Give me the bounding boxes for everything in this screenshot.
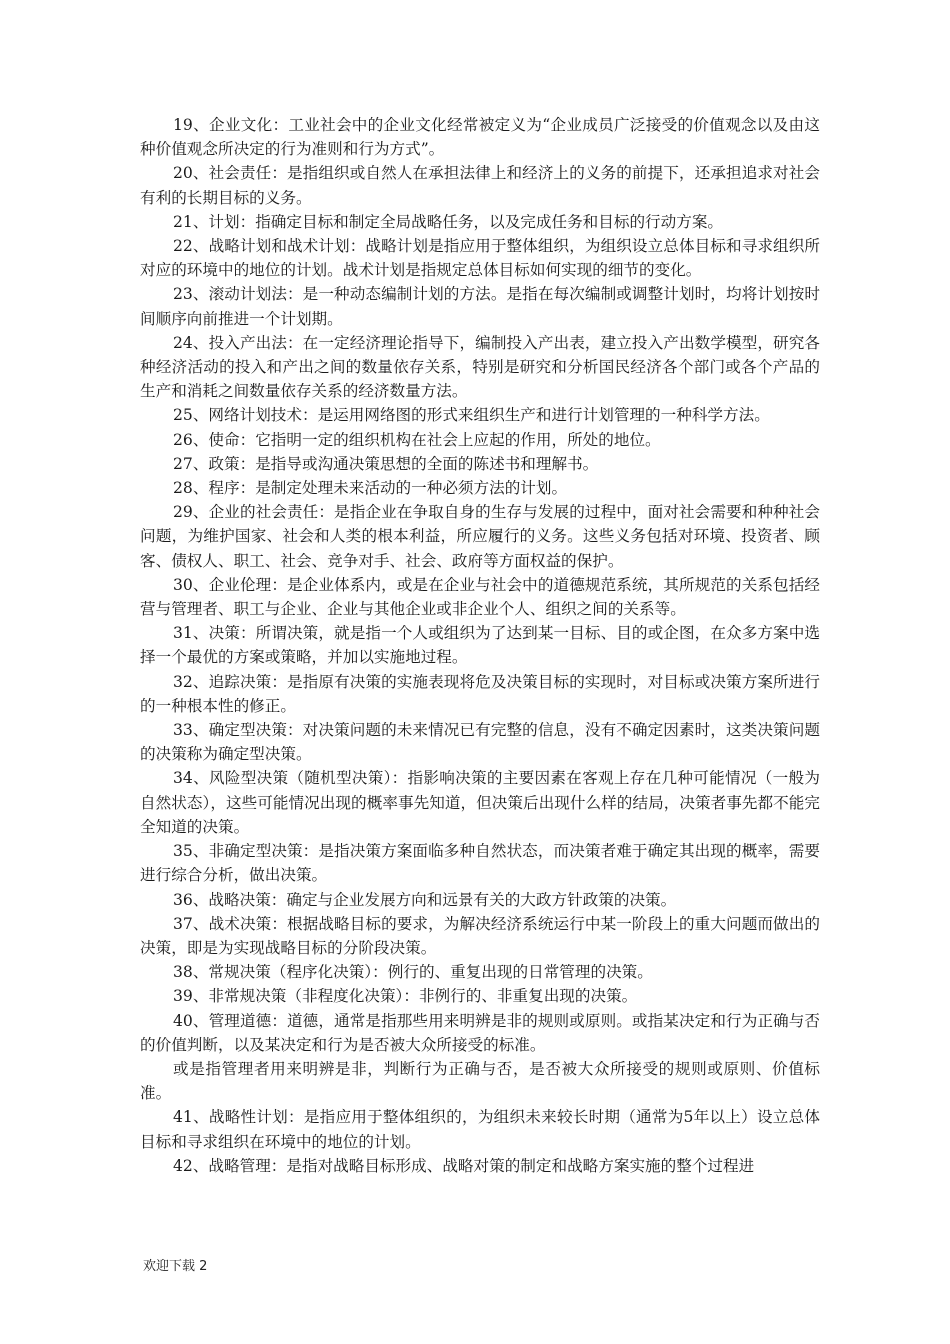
paragraph: 40、管理道德：道德，通常是指那些用来明辨是非的规则或原则。或指某决定和行为正确与否的价值判断，以及某决定和行为是否被大众所接受的标准。	[140, 1011, 820, 1054]
paragraph: 35、非确定型决策：是指决策方案面临多种自然状态，而决策者难于确定其出现的概率，需要进行综合分析，做出决策。	[140, 842, 820, 885]
document-body	[140, 113, 820, 1178]
paragraph: 24、投入产出法：在一定经济理论指导下，编制投入产出表，建立投入产出数学模型，研究各种经济活动的投入和产出之间的数量依存关系，特别是研究和分析国民经济各个部门或各个产品的生产和消耗之间数量依存关系的经济数量方法。	[140, 333, 820, 401]
paragraph: 31、决策：所谓决策，就是指一个人或组织为了达到某一目标、目的或企图，在众多方案中选择一个最优的方案或策略，并加以实施地过程。	[140, 624, 820, 667]
paragraph: 38、常规决策（程序化决策）：例行的、重复出现的日常管理的决策。	[173, 963, 653, 982]
paragraph: 33、确定型决策：对决策问题的未来情况已有完整的信息，没有不确定因素时，这类决策问题的决策称为确定型决策。	[140, 721, 820, 764]
paragraph: 29、企业的社会责任：是指企业在争取自身的生存与发展的过程中，面对社会需要和种种社会问题，为维护国家、社会和人类的根本利益，所应履行的义务。这些义务包括对环境、投资者、顾客、债权人、职工、社会、竞争对手、社会、政府等方面权益的保护。	[140, 503, 820, 570]
paragraph: 或是指管理者用来明辨是非，判断行为正确与否，是否被大众所接受的规则或原则、价值标准。	[140, 1059, 820, 1103]
paragraph: 27、政策：是指导或沟通决策思想的全面的陈述书和理解书。	[173, 454, 599, 473]
paragraph: 22、战略计划和战术计划：战略计划是指应用于整体组织，为组织设立总体目标和寻求组织所对应的环境中的地位的计划。战术计划是指规定总体目标如何实现的细节的变化。	[140, 237, 820, 280]
paragraph: 37、战术决策：根据战略目标的要求，为解决经济系统运行中某一阶段上的重大问题而做出的决策，即是为实现战略目标的分阶段决策。	[140, 914, 820, 957]
paragraph: 19、企业文化：工业社会中的企业文化经常被定义为“企业成员广泛接受的价值观念以及由这种价值观念所决定的行为准则和行为方式”。	[140, 116, 820, 159]
paragraph: 30、企业伦理：是企业体系内，或是在企业与社会中的道德规范系统，其所规范的关系包括经营与管理者、职工与企业、企业与其他企业或非企业个人、组织之间的关系等。	[140, 575, 820, 619]
page-footer: 欢迎下载 2	[143, 1259, 208, 1274]
paragraph: 39、非常规决策（非程度化决策）：非例行的、非重复出现的决策。	[173, 987, 638, 1006]
paragraph: 20、社会责任：是指组织或自然人在承担法律上和经济上的义务的前提下，还承担追求对社会有利的长期目标的义务。	[140, 164, 820, 207]
paragraph: 42、战略管理：是指对战略目标形成、战略对策的制定和战略方案实施的整个过程进	[173, 1156, 755, 1175]
paragraph: 21、计划：指确定目标和制定全局战略任务，以及完成任务和目标的行动方案。	[173, 212, 724, 231]
paragraph: 41、战略性计划：是指应用于整体组织的，为组织未来较长时期（通常为5年以上）设立总体目标和寻求组织在环境中的地位的计划。	[140, 1108, 820, 1151]
paragraph: 23、滚动计划法：是一种动态编制计划的方法。是指在每次编制或调整计划时，均将计划按时间顺序向前推进一个计划期。	[140, 285, 820, 328]
paragraph: 34、风险型决策（随机型决策）：指影响决策的主要因素在客观上存在几种可能情况（一般为自然状态），这些可能情况出现的概率事先知道，但决策后出现什么样的结局，决策者事先都不能完全知道的决策。	[140, 769, 820, 836]
paragraph: 36、战略决策：确定与企业发展方向和远景有关的大政方针政策的决策。	[173, 890, 677, 909]
paragraph: 32、追踪决策：是指原有决策的实施表现将危及决策目标的实现时，对目标或决策方案所进行的一种根本性的修正。	[140, 672, 820, 715]
paragraph: 25、网络计划技术：是运用网络图的形式来组织生产和进行计划管理的一种科学方法。	[173, 406, 770, 425]
paragraph: 28、程序：是制定处理未来活动的一种必须方法的计划。	[173, 479, 568, 498]
paragraph: 26、使命：它指明一定的组织机构在社会上应起的作用，所处的地位。	[173, 430, 661, 449]
